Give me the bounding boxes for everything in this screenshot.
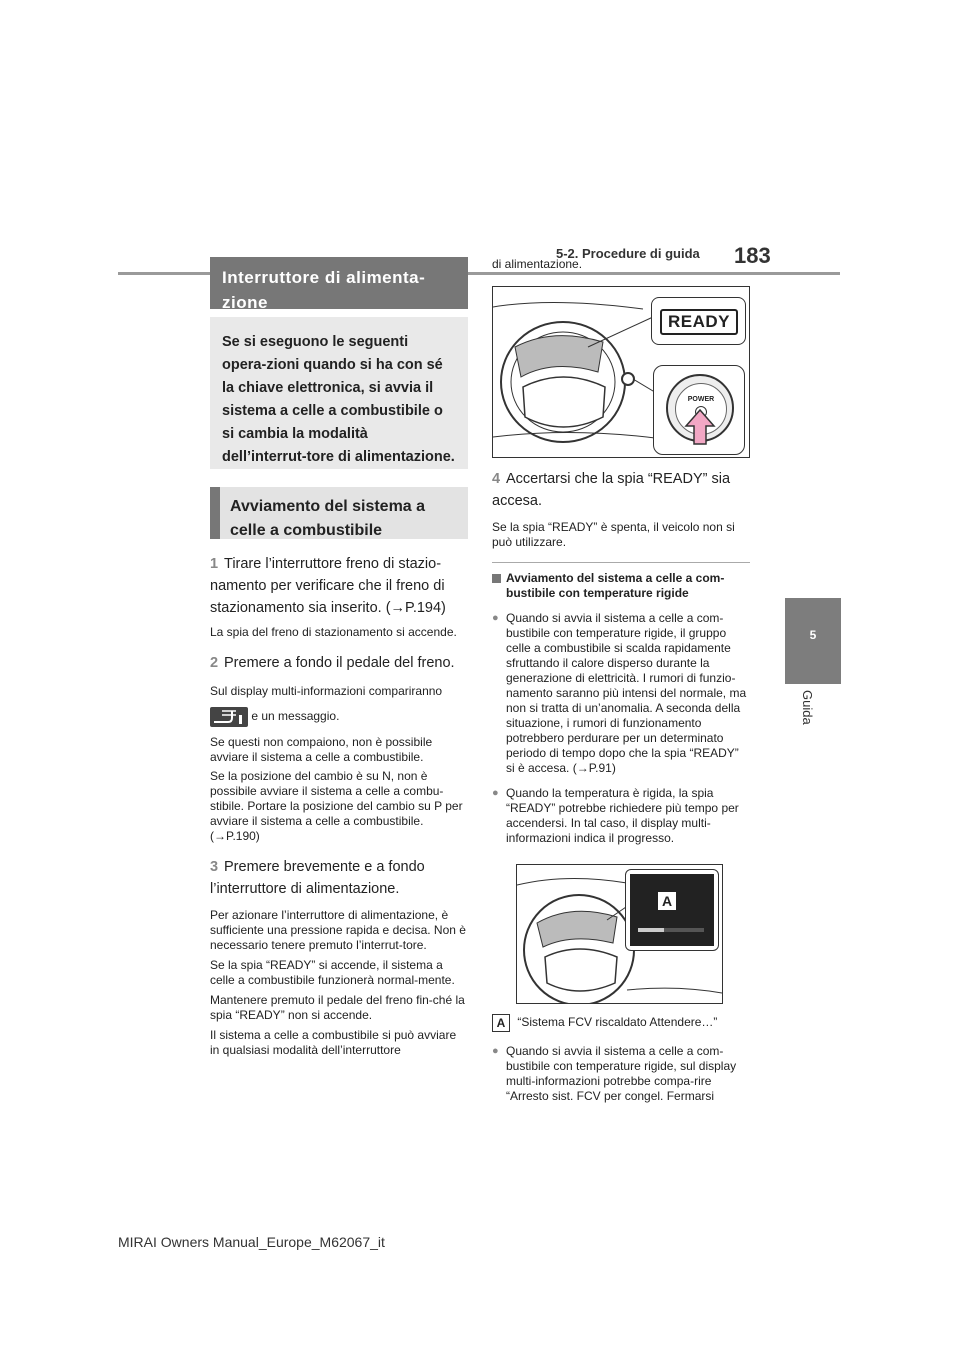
box-title: Interruttore di alimenta- zione: [210, 257, 468, 309]
press-arrow-icon: [680, 408, 720, 448]
step-text: Tirare l’interruttore freno di stazio-namento per verificare che il freno di stazionamento sia inserito. (→P.194): [210, 556, 446, 616]
step-3: [210, 856, 468, 900]
step-number: 3: [210, 859, 219, 875]
bullet-2: ● Quando la temperatura è rigida, la spia “READY” potrebbe richiedere più tempo per accendersi. In tal caso, il display multi-informazioni indica il progresso.: [492, 786, 750, 846]
step-3-note-3: Mantenere premuto il pedale del freno fin-ché la spia “READY” non si accende.: [210, 993, 465, 1022]
step-2-note-2: Se questi non compaiono, non è possibile avviare il sistema a celle a combustibile.: [210, 735, 433, 764]
page-number: 183: [734, 243, 771, 268]
left-column: [210, 257, 468, 1058]
caption-label: A: [492, 1014, 510, 1032]
step-2-note: Sul display multi-informazioni compariranno: [210, 684, 443, 698]
caption-text: “Sistema FCV riscaldato Attendere…”: [517, 1015, 718, 1030]
display-callout: [625, 869, 719, 951]
bullet-3: ● Quando si avvia il sistema a celle a com-bustibile con temperature rigide, sul display multi-informazioni potrebbe compa-rire “Arresto sist. FCV per congel. Fermarsi: [492, 1044, 750, 1104]
footer-text: MIRAI Owners Manual_Europe_M62067_it: [118, 1234, 385, 1250]
progress-track: [638, 928, 704, 932]
continued-text: di alimentazione.: [492, 257, 583, 271]
ready-callout: [651, 297, 746, 345]
cold-start-heading: Avviamento del sistema a celle a com-bustibile con temperature rigide: [492, 571, 750, 601]
step-2: [210, 652, 468, 674]
brake-indicator-icon: [210, 707, 248, 727]
indicator-line: [210, 707, 468, 727]
step-text: Premere a fondo il pedale del freno.: [224, 655, 455, 671]
right-column: [492, 257, 750, 1104]
chapter-tab: [785, 598, 841, 684]
chapter-number: 5: [809, 628, 817, 642]
step-3-note-2: Se la spia “READY” si accende, il sistema a celle a combustibile funzionerà normal-mente.: [210, 958, 455, 987]
power-label: POWER: [687, 396, 715, 403]
step-number: 1: [210, 556, 219, 572]
step-4: [492, 468, 750, 512]
section-title: 5-2. Procedure di guida: [556, 246, 700, 261]
display-screen: [630, 874, 714, 946]
step-3-note-4: Il sistema a celle a combustibile si può avviare in qualsiasi modalità dell’interruttore: [210, 1028, 457, 1057]
step-2-note-3: Se la posizione del cambio è su N, non è possibile avviare il sistema a celle a combu-stibile. Portare la posizione del cambio su P per avviare il sistema a celle a combustibile. (→P.190): [210, 769, 463, 843]
progress-fill: [638, 928, 664, 932]
divider: [492, 562, 750, 563]
step-number: 4: [492, 471, 501, 487]
figure-caption: [492, 1014, 750, 1032]
ready-indicator: READY: [660, 309, 738, 335]
figure-multi-info-display: [516, 864, 723, 1004]
step-text: Premere brevemente e a fondo l’interruttore di alimentazione.: [210, 859, 425, 897]
step-text: Accertarsi che la spia “READY” sia accesa.: [492, 471, 731, 509]
step-1-note: La spia del freno di stazionamento si accende.: [210, 625, 457, 639]
step-number: 2: [210, 655, 219, 671]
chapter-label: Guida: [800, 690, 815, 725]
display-label-a: A: [658, 892, 676, 910]
step-3-note-1: Per azionare l’interruttore di alimentazione, è sufficiente una pressione rapida e decisa. Non è necessario tenere premuto l’interrut-tore.: [210, 908, 466, 952]
section-subtitle: Avviamento del sistema a celle a combustibile: [210, 487, 468, 539]
power-callout: [653, 365, 745, 455]
figure-power-switch: [492, 286, 750, 458]
indicator-text: e un messaggio.: [251, 709, 340, 724]
step-1: [210, 553, 468, 619]
step-4-note: Se la spia “READY” è spenta, il veicolo non si può utilizzare.: [492, 520, 735, 549]
box-body: Se si eseguono le seguenti opera-zioni quando si ha con sé la chiave elettronica, si avvia il sistema a celle a combustibile o si cambia la modalità dell’interrut-tore di alimentazione.: [210, 317, 468, 469]
bullet-1: ● Quando si avvia il sistema a celle a com-bustibile con temperature rigide, il gruppo celle a combustibile si scalda rapidamente sfruttando il calore disperso durante la generazione di elettricità. I rumori di funzio-namento saranno più intensi del normale, ma non si tratta di un’anomalia. A seconda della situazione, i rumori di funzionamento potrebbero perdurare per un determinato periodo di tempo dopo che la spia “READY” si è accesa. (→P.91): [492, 611, 750, 776]
